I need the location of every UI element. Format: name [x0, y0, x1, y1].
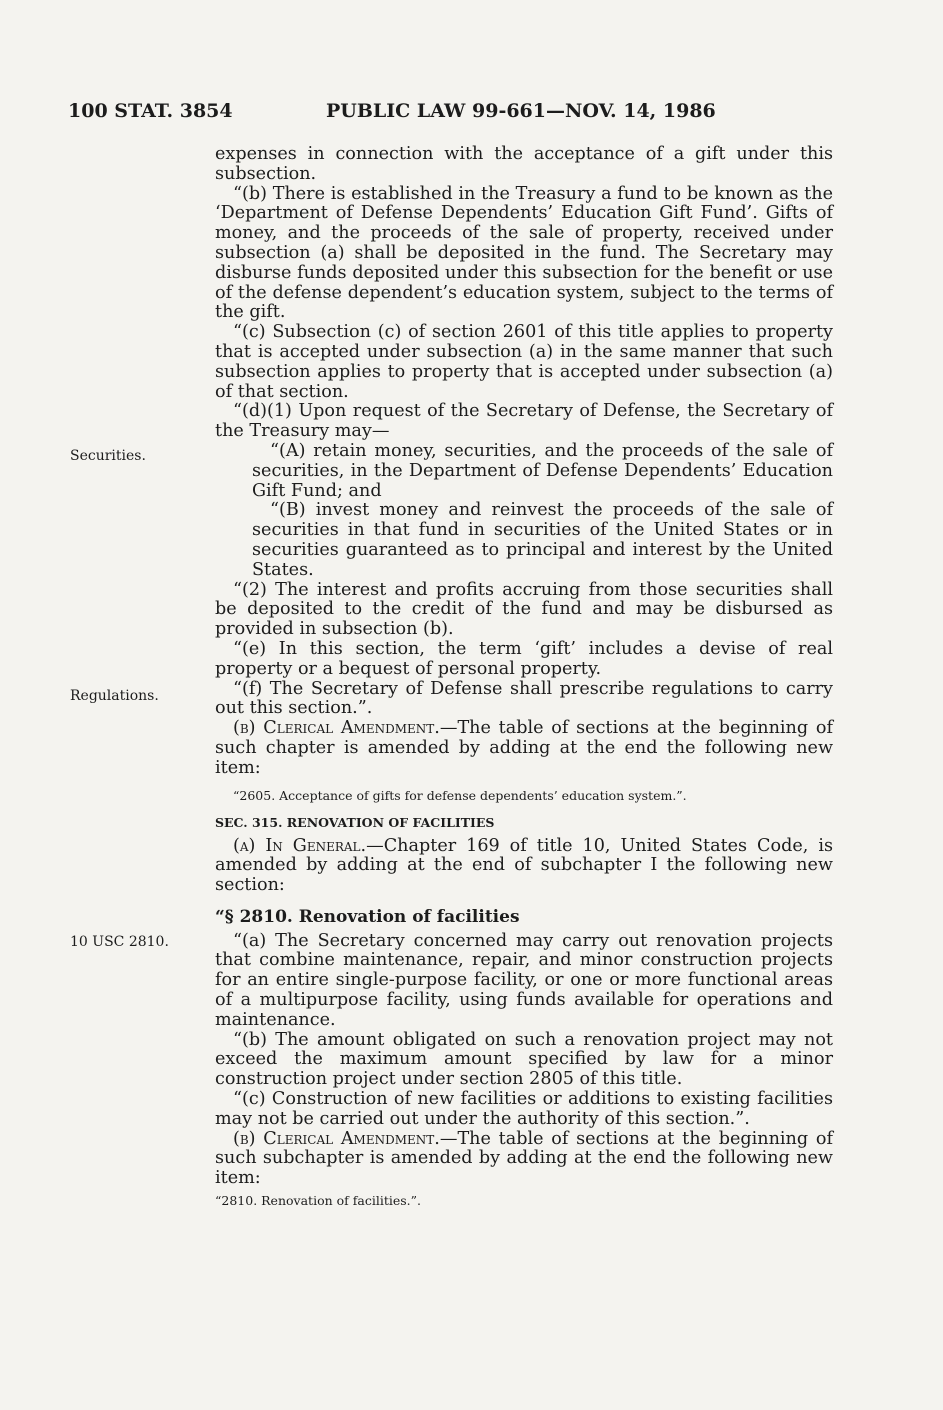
paragraph: “(b) The amount obligated on such a renovation project may not exceed the maximum amount specified by law for a minor construction project under section 2805 of this title.	[215, 1029, 833, 1090]
running-head: PUBLIC LAW 99-661—NOV. 14, 1986	[326, 100, 716, 122]
section-heading: SEC. 315. RENOVATION OF FACILITIES	[215, 814, 495, 830]
paragraph: “(e) In this section, the term ‘gift’ includes a devise of real property or a bequest of personal property.	[215, 638, 833, 679]
stat-page-number: 100 STAT. 3854	[68, 100, 233, 122]
paragraph	[215, 837, 833, 896]
paragraph	[215, 719, 833, 778]
toc-item: “2810. Renovation of facilities.”.	[215, 1193, 421, 1209]
paragraph: “(c) Construction of new facilities or additions to existing facilities may not be carried out under the authority of this section.”.	[215, 1089, 833, 1129]
subsection-text: —Chapter 169 of title 10, United States Code, is amended by adding at the end of subchapter I the following new section:	[215, 835, 833, 896]
subsection-label: (b) Clerical Amendment.	[233, 718, 440, 739]
subsection-label: (a) In General.	[233, 835, 367, 856]
paragraph: “(A) retain money, securities, and the proceeds of the sale of securities, in the Department of Defense Dependents’ Education Gift Fund; and	[252, 440, 833, 501]
margin-note-securities: Securities.	[70, 448, 146, 464]
paragraph: “(2) The interest and profits accruing from those securities shall be deposited to the credit of the fund and may be disbursed as provided in subsection (b).	[215, 579, 833, 640]
paragraph: “(f) The Secretary of Defense shall prescribe regulations to carry out this section.”.	[215, 678, 833, 719]
subsection-label: (b) Clerical Amendment.	[233, 1128, 440, 1149]
paragraph: “(c) Subsection (c) of section 2601 of this title applies to property that is accepted under subsection (a) in the same manner that such subsection applies to property that is accepted under subsection (a) of that section.	[215, 322, 833, 402]
subsection-text: —The table of sections at the beginning of such subchapter is amended by adding at the end the following new item:	[215, 1128, 833, 1189]
paragraph: “(d)(1) Upon request of the Secretary of Defense, the Secretary of the Treasury may—	[215, 401, 833, 442]
section-title: “§ 2810. Renovation of facilities	[215, 906, 520, 927]
margin-note-regulations: Regulations.	[70, 688, 159, 704]
margin-note-usc: 10 USC 2810.	[70, 934, 169, 950]
page-header	[68, 100, 858, 128]
paragraph: “(B) invest money and reinvest the proceeds of the sale of securities in that fund in securities of the United States or in securities guaranteed as to principal and interest by the United States.	[252, 500, 833, 580]
paragraph: expenses in connection with the acceptance of a gift under this subsection.	[215, 144, 833, 184]
paragraph: “(b) There is established in the Treasury a fund to be known as the ‘Department of Defense Dependents’ Education Gift Fund’. Gifts of money, and the proceeds of the sale of property, received under subsection (a) shall be deposited in the fund. The Secretary may disburse funds deposited under this subsection for the benefit or use of the defense dependent’s education system, subject to the terms of the gift.	[215, 183, 833, 323]
paragraph: “(a) The Secretary concerned may carry out renovation projects that combine maintenance, repair, and minor construction projects for an entire single-purpose facility, or one or more functional areas of a multipurpose facility, using funds available for operations and maintenance.	[215, 930, 833, 1030]
body-text	[215, 145, 833, 1209]
toc-item: “2605. Acceptance of gifts for defense dependents’ education system.”.	[233, 787, 687, 803]
subsection-text: —The table of sections at the beginning of such chapter is amended by adding at the end the following new item:	[215, 718, 833, 778]
paragraph	[215, 1130, 833, 1189]
